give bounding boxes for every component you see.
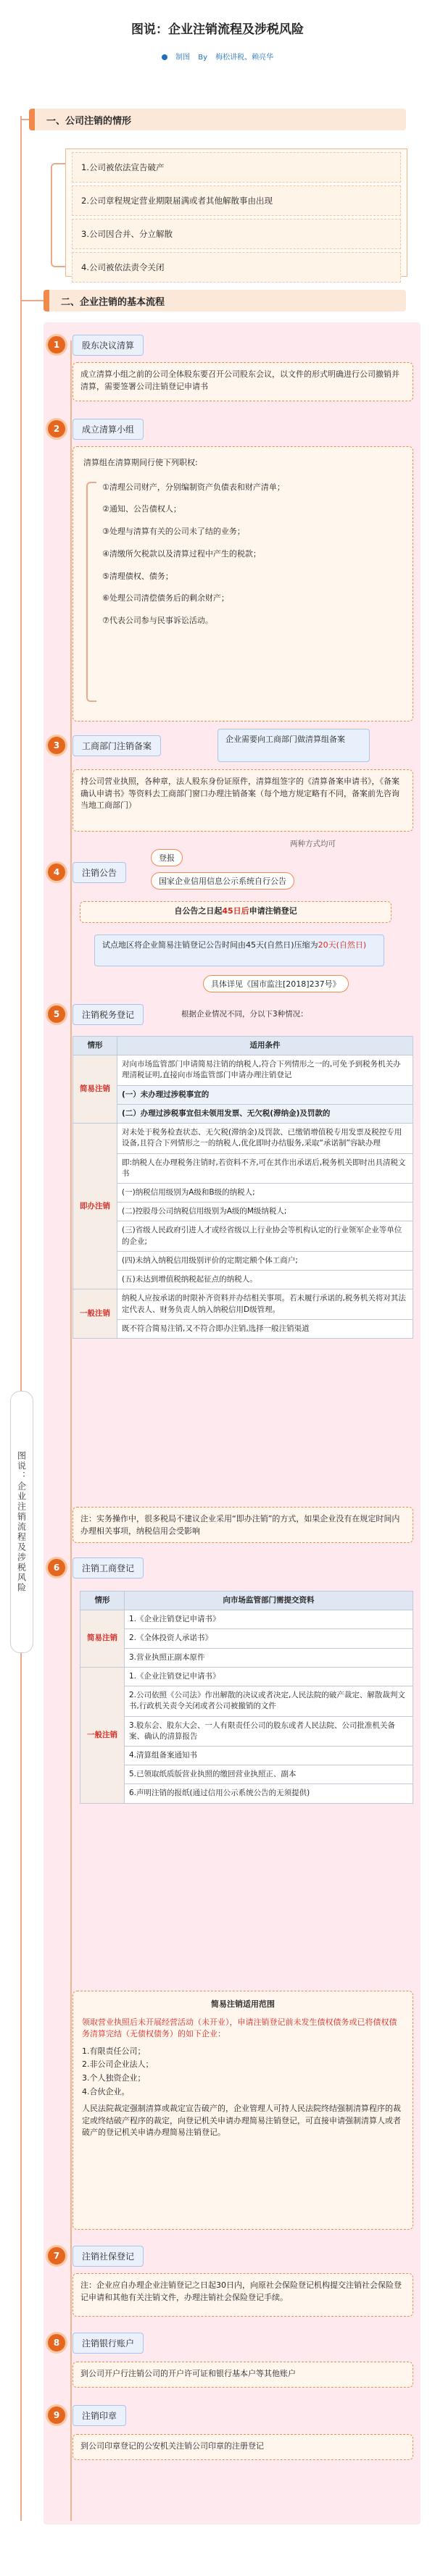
sidebar-label: 图说：企业注销流程及涉税风险 — [10, 1391, 33, 1653]
list-item: 4.公司被依法责令关闭 — [72, 252, 401, 283]
table-cell: 5.已领取纸质版营业执照的缴回营业执照正、副本 — [125, 1765, 413, 1784]
table-row — [80, 1716, 413, 1746]
table-cell: 1.《企业注销登记申请书》 — [125, 1610, 413, 1629]
table-cell: (一)纳税信用级别为A级和B级的纳税人; — [117, 1183, 413, 1202]
step-number: 9 — [48, 2406, 65, 2424]
table-row — [73, 1124, 413, 1153]
table-row — [80, 1784, 413, 1803]
connector — [22, 119, 29, 120]
header — [0, 0, 435, 80]
table-row — [80, 1686, 413, 1716]
list-item: ③处理与清算有关的公司未了结的业务； — [102, 527, 245, 537]
step-label: 注销税务登记 — [72, 1004, 144, 1025]
step-5-note: 注：实务操作中，很多税局不建议企业采用“即办注销”的方式，如果企业没有在规定时间内办理相关事项，纳税信用会受影响 — [72, 1507, 413, 1543]
step-2 — [48, 419, 144, 439]
table-row — [73, 1221, 413, 1251]
table-cat: 即办注销 — [73, 1124, 117, 1289]
step-number: 8 — [48, 2334, 65, 2351]
headline-days: 45日后 — [222, 906, 249, 916]
step-line — [70, 340, 72, 2521]
table-cat: 简易注销 — [73, 1055, 117, 1124]
table-header: 情形 — [73, 1037, 117, 1055]
table-row — [73, 1104, 413, 1123]
table-cell: 3.股东会、股东大会、一人有限责任公司的股东或者人民法院、公司批准机关备案、确认的清算报告 — [125, 1716, 413, 1746]
step-1 — [48, 335, 144, 355]
table-row — [73, 1271, 413, 1289]
step-8 — [48, 2333, 144, 2353]
table-row — [80, 1746, 413, 1765]
table-cell: (二)控股母公司纳税信用级别为A级的M级纳税人; — [117, 1203, 413, 1221]
step-9-detail: 到公司印章登记的公安机关注销公司印章的注册登记 — [72, 2434, 413, 2460]
step-6-scope — [72, 1991, 413, 2230]
step-label: 股东决议清算 — [72, 335, 144, 356]
step-7-detail: 注：企业应自办理企业注销登记之日起30日内，向原社会保险登记机构提交注销社会保险登记申请和其他有关注销文件，办理注销社会保险登记手续。 — [72, 2273, 413, 2317]
situations-list — [65, 149, 407, 277]
table-row — [73, 1289, 413, 1319]
table-row — [73, 1153, 413, 1183]
step-4-headline — [80, 901, 392, 923]
section-1-banner: 一、公司注销的情形 — [29, 109, 406, 130]
list-item: 4.合伙企业。 — [82, 2086, 130, 2096]
step-4-pilot — [94, 934, 384, 966]
table-cell: (五)未达到增值税纳税起征点的纳税人。 — [117, 1271, 413, 1289]
table-cat: 简易注销 — [80, 1610, 125, 1668]
list-item: ②通知、公告债权人； — [102, 504, 181, 514]
scope-title: 简易注销适用范围 — [211, 1999, 275, 2009]
byline-label: 制图 — [175, 54, 191, 62]
list-item: 1.有限责任公司； — [82, 2046, 146, 2056]
table-header: 情形 — [80, 1592, 125, 1610]
list-item: 1.公司被依法宣告破产 — [72, 152, 401, 183]
step-2-detail — [72, 446, 413, 722]
dot-icon — [162, 54, 167, 60]
step-4 — [48, 862, 126, 882]
step-6 — [48, 1557, 144, 1578]
headline-prefix: 自公告之日起 — [174, 906, 223, 916]
step-3-side-note: 企业需要向工商部门做清算组备案 — [218, 729, 370, 762]
step-number: 7 — [48, 2247, 65, 2265]
step-8-detail: 到公司开户行注销公司的开户许可证和银行基本户等其他账户 — [72, 2362, 413, 2388]
step-1-detail: 成立清算小组之前的公司全体股东要召开公司股东会议，以文件的形式明确进行公司撤销并清算，需要签署公司注销登记申请书 — [72, 362, 413, 401]
list-item: ⑦代表公司参与民事诉讼活动。 — [102, 616, 213, 626]
table-cell: 2.《全体投资人承诺书》 — [125, 1629, 413, 1648]
scope-intro: 领取营业执照后未开展经营活动（未开业），申请注销登记前未发生债权债务或已将债权债务清算完结（无债权债务）的如下企业： — [82, 2017, 397, 2038]
byline-author: 梅松讲税、赖亮华 — [215, 54, 274, 62]
pilot-text: 试点地区将企业简易注销登记公告时间由45天(自然日)压缩为 — [102, 940, 318, 950]
table-row — [80, 1648, 413, 1667]
table-header: 适用条件 — [117, 1037, 413, 1055]
table-row — [80, 1765, 413, 1784]
step-number: 3 — [48, 737, 65, 754]
table-row — [73, 1203, 413, 1221]
step-label: 工商部门注销备案 — [72, 735, 161, 756]
table-cell: (一）未办理过涉税事宜的 — [117, 1085, 413, 1104]
timeline-spine — [20, 116, 22, 2521]
step-3-detail: 持公司营业执照，各种章，法人股东身份证原件，清算组签字的《清算备案申请书》，《备案确认申请书》等资料去工商部门窗口办理注销备案（每个地方规定略有不同，备案前先咨询当地工商部门） — [72, 769, 413, 832]
headline-suffix: 申请注销登记 — [249, 906, 297, 916]
byline-by: By — [198, 54, 207, 62]
step-4-side-note: 两种方式均可 — [290, 840, 336, 848]
section-2-banner: 二、企业注销的基本流程 — [44, 290, 406, 311]
step-number: 4 — [48, 863, 65, 881]
table-row — [73, 1055, 413, 1085]
table-cell: 纳税人应按承诺的时限补齐资料并办结相关事项。若未履行承诺的,税务机关将对其法定代表人、财务负责人纳入纳税信用D级管理。 — [117, 1289, 413, 1319]
page-title: 图说：企业注销流程及涉税风险 — [131, 22, 304, 37]
list-item: ④清缴所欠税款以及清算过程中产生的税款； — [102, 548, 261, 559]
step-7 — [48, 2246, 144, 2266]
method-tag-newspaper: 登报 — [151, 849, 183, 866]
table-cell: 3.营业执照正副本原件 — [125, 1648, 413, 1667]
table-cell: 4.清算组备案通知书 — [125, 1746, 413, 1765]
scope-exclusion: 人民法院裁定强制清算或裁定宣告破产的，企业管理人可持人民法院终结强制清算程序的裁定或终结破产程序的裁定，向登记机关申请办理简易注销登记，可直接申请强制清算人或者破产的登记机关申请办理简易注销登记。 — [82, 2104, 401, 2138]
table-cell: 即:纳税人在办理税务注销时,若资料不齐,可在其作出承诺后,税务机关即时出具清税文书 — [117, 1153, 413, 1183]
table-cell: 2.公司依照《公司法》作出解散的决议或者决定,人民法院的破产裁定、解散裁判文书,行政机关责令关闭或者公司被撤销的文件 — [125, 1686, 413, 1716]
list-item: ⑥处理公司清偿债务后的剩余财产； — [102, 593, 229, 603]
table-header: 向市场监管部门需提交资料 — [125, 1592, 413, 1610]
byline — [0, 51, 435, 62]
connector — [22, 300, 44, 301]
table-cell: 既不符合简易注销,又不符合即办注销,选择一般注销渠道 — [117, 1319, 413, 1338]
list-item: ①清理公司财产，分别编制资产负债表和财产清单； — [102, 482, 285, 492]
list-item: 2.公司章程规定营业期限届满或者其他解散事由出现 — [72, 185, 401, 216]
table-cat: 一般注销 — [73, 1289, 117, 1339]
step-label: 注销工商登记 — [72, 1557, 144, 1578]
step-label: 注销银行账户 — [72, 2333, 144, 2354]
step-number: 2 — [48, 420, 65, 438]
step-label: 注销印章 — [72, 2405, 126, 2426]
table-cell: (三)省级人民政府引进人才或经省级以上行业协会等机构认定的行业领军企业等单位的企业; — [117, 1221, 413, 1251]
table-cell: 6.声明注销的报纸(通过信用公示系统公告的无须提供) — [125, 1784, 413, 1803]
step-label: 成立清算小组 — [72, 419, 144, 440]
step-5 — [48, 1004, 144, 1024]
step-4-basis: 具体详见《国市监注[2018]237号》 — [203, 975, 349, 992]
table-cell: 对未处于税务检查状态、无欠税(滞纳金)及罚款、已缴销增值税专用发票及税控专用设备,且符合下列情形之一的纳税人,优化即时办结服务,采取“承诺制”容缺办理 — [117, 1124, 413, 1153]
step-number: 5 — [48, 1005, 65, 1023]
step-label: 注销社保登记 — [72, 2246, 144, 2267]
table-cell: 1.《企业注销登记申请书》 — [125, 1667, 413, 1686]
table-row — [73, 1319, 413, 1338]
table-cell: (四)未纳入纳税信用级别评价的定期定额个体工商户; — [117, 1251, 413, 1270]
step-3 — [48, 735, 161, 756]
table-row — [73, 1251, 413, 1270]
items-bracket — [86, 482, 96, 702]
step-number: 6 — [48, 1559, 65, 1576]
scope-list — [82, 2045, 404, 2099]
list-item: 2.非公司企业法人； — [82, 2059, 154, 2070]
table-row — [73, 1183, 413, 1202]
step-5-table — [72, 1036, 413, 1339]
list-item: ⑤清理债权、债务； — [102, 571, 173, 581]
step-2-intro: 清算组在清算期间行使下列职权: — [83, 458, 198, 467]
step-5-side-note: 根据企业情况不同，分以下3种情况： — [181, 1010, 308, 1019]
step-6-table — [80, 1591, 413, 1804]
table-row — [73, 1085, 413, 1104]
list-item: 3.个人独资企业； — [82, 2073, 146, 2083]
pilot-days: 20天(自然日) — [318, 940, 367, 950]
table-cell: (二）办理过涉税事宜但未领用发票、无欠税(滞纳金)及罚款的 — [117, 1104, 413, 1123]
step-2-items — [83, 477, 402, 633]
step-number: 1 — [48, 336, 65, 354]
method-tag-online: 国家企业信用信息公示系统自行公告 — [151, 872, 294, 890]
step-9 — [48, 2405, 126, 2425]
list-item: 3.公司因合并、分立解散 — [72, 219, 401, 249]
table-row — [80, 1667, 413, 1686]
step-label: 注销公告 — [72, 862, 126, 883]
list-bracket — [51, 163, 65, 267]
table-row — [80, 1610, 413, 1629]
table-row — [80, 1629, 413, 1648]
table-cat: 一般注销 — [80, 1667, 125, 1803]
table-cell: 对向市场监管部门申请简易注销的纳税人,符合下列情形之一的,可免予到税务机关办理清税证明,直接向市场监管部门申请办理注销登记 — [117, 1055, 413, 1085]
